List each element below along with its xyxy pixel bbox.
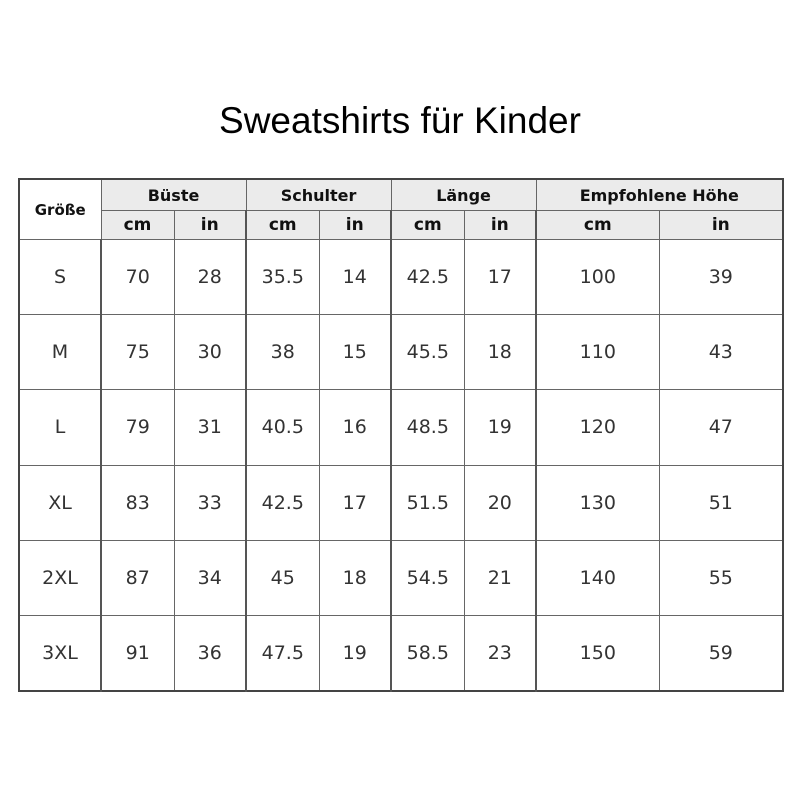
measurement-cell: 140: [536, 540, 659, 615]
measurement-cell: 51.5: [391, 465, 464, 540]
measurement-cell: 55: [659, 540, 783, 615]
measurement-cell: 100: [536, 240, 659, 315]
measurement-cell: 42.5: [246, 465, 319, 540]
measurement-cell: 16: [319, 390, 391, 465]
table-row: [19, 240, 783, 315]
group-header-height: Empfohlene Höhe: [536, 179, 783, 211]
measurement-cell: 110: [536, 315, 659, 390]
measurement-cell: 39: [659, 240, 783, 315]
measurement-cell: 54.5: [391, 540, 464, 615]
group-header-bust: Büste: [101, 179, 246, 211]
measurement-cell: 79: [101, 390, 174, 465]
measurement-cell: 18: [464, 315, 536, 390]
table-row: [19, 465, 783, 540]
measurement-cell: 45: [246, 540, 319, 615]
measurement-cell: 31: [174, 390, 246, 465]
measurement-cell: 18: [319, 540, 391, 615]
measurement-cell: 75: [101, 315, 174, 390]
measurement-cell: 120: [536, 390, 659, 465]
measurement-cell: 47: [659, 390, 783, 465]
measurement-cell: 17: [464, 240, 536, 315]
group-header-length: Länge: [391, 179, 536, 211]
measurement-cell: 17: [319, 465, 391, 540]
table-row: [19, 540, 783, 615]
measurement-cell: 48.5: [391, 390, 464, 465]
measurement-cell: 40.5: [246, 390, 319, 465]
measurement-cell: 33: [174, 465, 246, 540]
measurement-cell: 47.5: [246, 615, 319, 691]
measurement-cell: 21: [464, 540, 536, 615]
size-cell: S: [19, 240, 101, 315]
measurement-cell: 30: [174, 315, 246, 390]
measurement-cell: 35.5: [246, 240, 319, 315]
measurement-cell: 14: [319, 240, 391, 315]
measurement-cell: 38: [246, 315, 319, 390]
measurement-cell: 28: [174, 240, 246, 315]
unit-header: cm: [246, 211, 319, 240]
size-cell: 2XL: [19, 540, 101, 615]
unit-header: in: [464, 211, 536, 240]
page-title: Sweatshirts für Kinder: [219, 100, 581, 141]
measurement-cell: 83: [101, 465, 174, 540]
measurement-cell: 19: [319, 615, 391, 691]
measurement-cell: 51: [659, 465, 783, 540]
size-cell: XL: [19, 465, 101, 540]
unit-header-row: [19, 211, 783, 240]
measurement-cell: 58.5: [391, 615, 464, 691]
measurement-cell: 36: [174, 615, 246, 691]
unit-header: in: [319, 211, 391, 240]
unit-header: in: [659, 211, 783, 240]
measurement-cell: 34: [174, 540, 246, 615]
measurement-cell: 70: [101, 240, 174, 315]
unit-header: cm: [536, 211, 659, 240]
size-column-header: Größe: [19, 179, 101, 240]
measurement-cell: 19: [464, 390, 536, 465]
measurement-cell: 87: [101, 540, 174, 615]
measurement-cell: 150: [536, 615, 659, 691]
group-header-row: [19, 179, 783, 211]
measurement-cell: 43: [659, 315, 783, 390]
unit-header: cm: [101, 211, 174, 240]
unit-header: in: [174, 211, 246, 240]
measurement-cell: 91: [101, 615, 174, 691]
measurement-cell: 20: [464, 465, 536, 540]
measurement-cell: 42.5: [391, 240, 464, 315]
size-cell: 3XL: [19, 615, 101, 691]
size-chart-table: [18, 178, 784, 692]
size-cell: L: [19, 390, 101, 465]
unit-header: cm: [391, 211, 464, 240]
measurement-cell: 130: [536, 465, 659, 540]
measurement-cell: 15: [319, 315, 391, 390]
size-cell: M: [19, 315, 101, 390]
measurement-cell: 45.5: [391, 315, 464, 390]
table-row: [19, 315, 783, 390]
measurement-cell: 23: [464, 615, 536, 691]
measurement-cell: 59: [659, 615, 783, 691]
table-row: [19, 615, 783, 691]
group-header-shoulder: Schulter: [246, 179, 391, 211]
table-row: [19, 390, 783, 465]
